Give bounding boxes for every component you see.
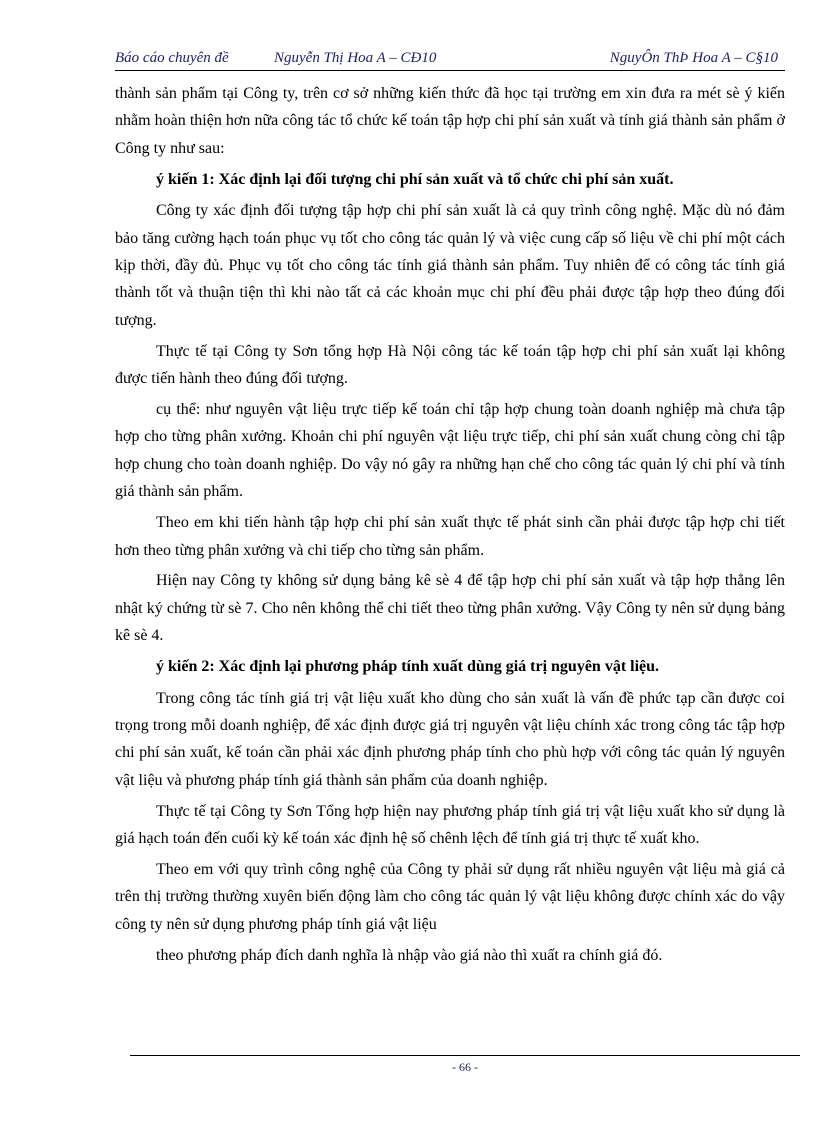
header-report-title: Báo cáo chuyên đề <box>115 50 229 66</box>
paragraph: cụ thể: như nguyên vật liệu trực tiếp kế toán chỉ tập hợp chung toàn doanh nghiệp mà chưa tập hợp cho từng phân xưởng. Khoản chi phí nguyên vật liệu trực tiếp, chi phí sản xuất chung còng chỉ tập hợp chung cho toàn doanh nghiệp. Do vậy nó gây ra những hạn chế cho công tác quản lý chi phí và tính giá thành sản phẩm. <box>115 400 785 501</box>
page-header <box>115 50 785 71</box>
paragraph-final: theo phương pháp đích danh nghĩa là nhập vào giá nào thì xuất ra chính giá đó. <box>156 946 663 964</box>
footer-rule <box>130 1055 800 1056</box>
section-heading-opinion-1: ý kiến 1: Xác định lại đối tượng chi phí sản xuất và tổ chức chi phí sản xuất. <box>156 170 674 188</box>
header-author-legacy-encoding: NguyÔn ThÞ Hoa A – C§10 <box>609 50 778 66</box>
paragraph: Theo em với quy trình công nghệ của Công ty phải sử dụng rất nhiều nguyên vật liệu mà giá cả trên thị trường thường xuyên biến động làm cho công tác quản lý vật liệu không được chính xác do vậy công ty nên sử dụng phương pháp tính giá vật liệu <box>115 860 785 933</box>
paragraph: Thực tế tại Công ty Sơn Tổng hợp hiện nay phương pháp tính giá trị vật liệu xuất kho sử dụng là giá hạch toán đến cuối kỳ kế toán xác định hệ số chênh lệch để tính giá trị thực tế xuất kho. <box>115 802 785 848</box>
paragraph-intro-continuation: thành sản phẩm tại Công ty, trên cơ sở những kiến thức đã học tại trường em xin đưa ra mét sè ý kiến nhằm hoàn thiện hơn nữa công tác tổ chức kế toán tập hợp chi phí sản xuất và tính giá thành sản phẩm ở Công ty như sau: <box>115 85 785 157</box>
paragraph: Hiện nay Công ty không sử dụng bảng kê sè 4 để tập hợp chi phí sản xuất và tập hợp thẳng lên nhật ký chứng từ sè 7. Cho nên không thể chi tiết theo từng phân xưởng. Vậy Công ty nên sử dụng bảng kê sè 4. <box>115 572 785 645</box>
page-number: - 66 - <box>452 1060 478 1074</box>
header-author: Nguyễn Thị Hoa A – CĐ10 <box>274 50 437 66</box>
paragraph: Thực tế tại Công ty Sơn tổng hợp Hà Nội công tác kế toán tập hợp chi phí sản xuất lại không được tiến hành theo đúng đối tượng. <box>115 342 785 388</box>
paragraph: Trong công tác tính giá trị vật liệu xuất kho dùng cho sản xuất là vấn đề phức tạp cần được coi trọng trong mỗi doanh nghiệp, để xác định được giá trị nguyên vật liệu chính xác trong công tác tập hợp chi phí sản xuất, kế toán cần phải xác định phương pháp tính cho phù hợp với công tác quản lý nguyên vật liệu và phương pháp tính giá thành sản phẩm của doanh nghiệp. <box>115 689 785 789</box>
section-heading-opinion-2: ý kiến 2: Xác định lại phương pháp tính xuất dùng giá trị nguyên vật liệu. <box>156 658 660 676</box>
paragraph: Theo em khi tiến hành tập hợp chi phí sản xuất thực tế phát sinh cần phải được tập hợp chi tiết hơn theo từng phân xưởng và chi tiếp cho từng sản phẩm. <box>115 514 785 559</box>
document-body <box>115 80 785 973</box>
paragraph: Công ty xác định đối tượng tập hợp chi phí sản xuất là cả quy trình công nghệ. Mặc dù nó đảm bảo tăng cường hạch toán phục vụ tốt cho công tác quản lý và việc cung cấp số liệu về chi phí một cách kịp thời, đầy đủ. Phục vụ tốt cho công tác tính giá thành sản phẩm. Tuy nhiên để có công tác tính giá thành tốt và thuận tiện thì khi nào tất cả các khoản mục chi phí đều phải được tập hợp theo đúng đối tượng. <box>115 202 785 329</box>
